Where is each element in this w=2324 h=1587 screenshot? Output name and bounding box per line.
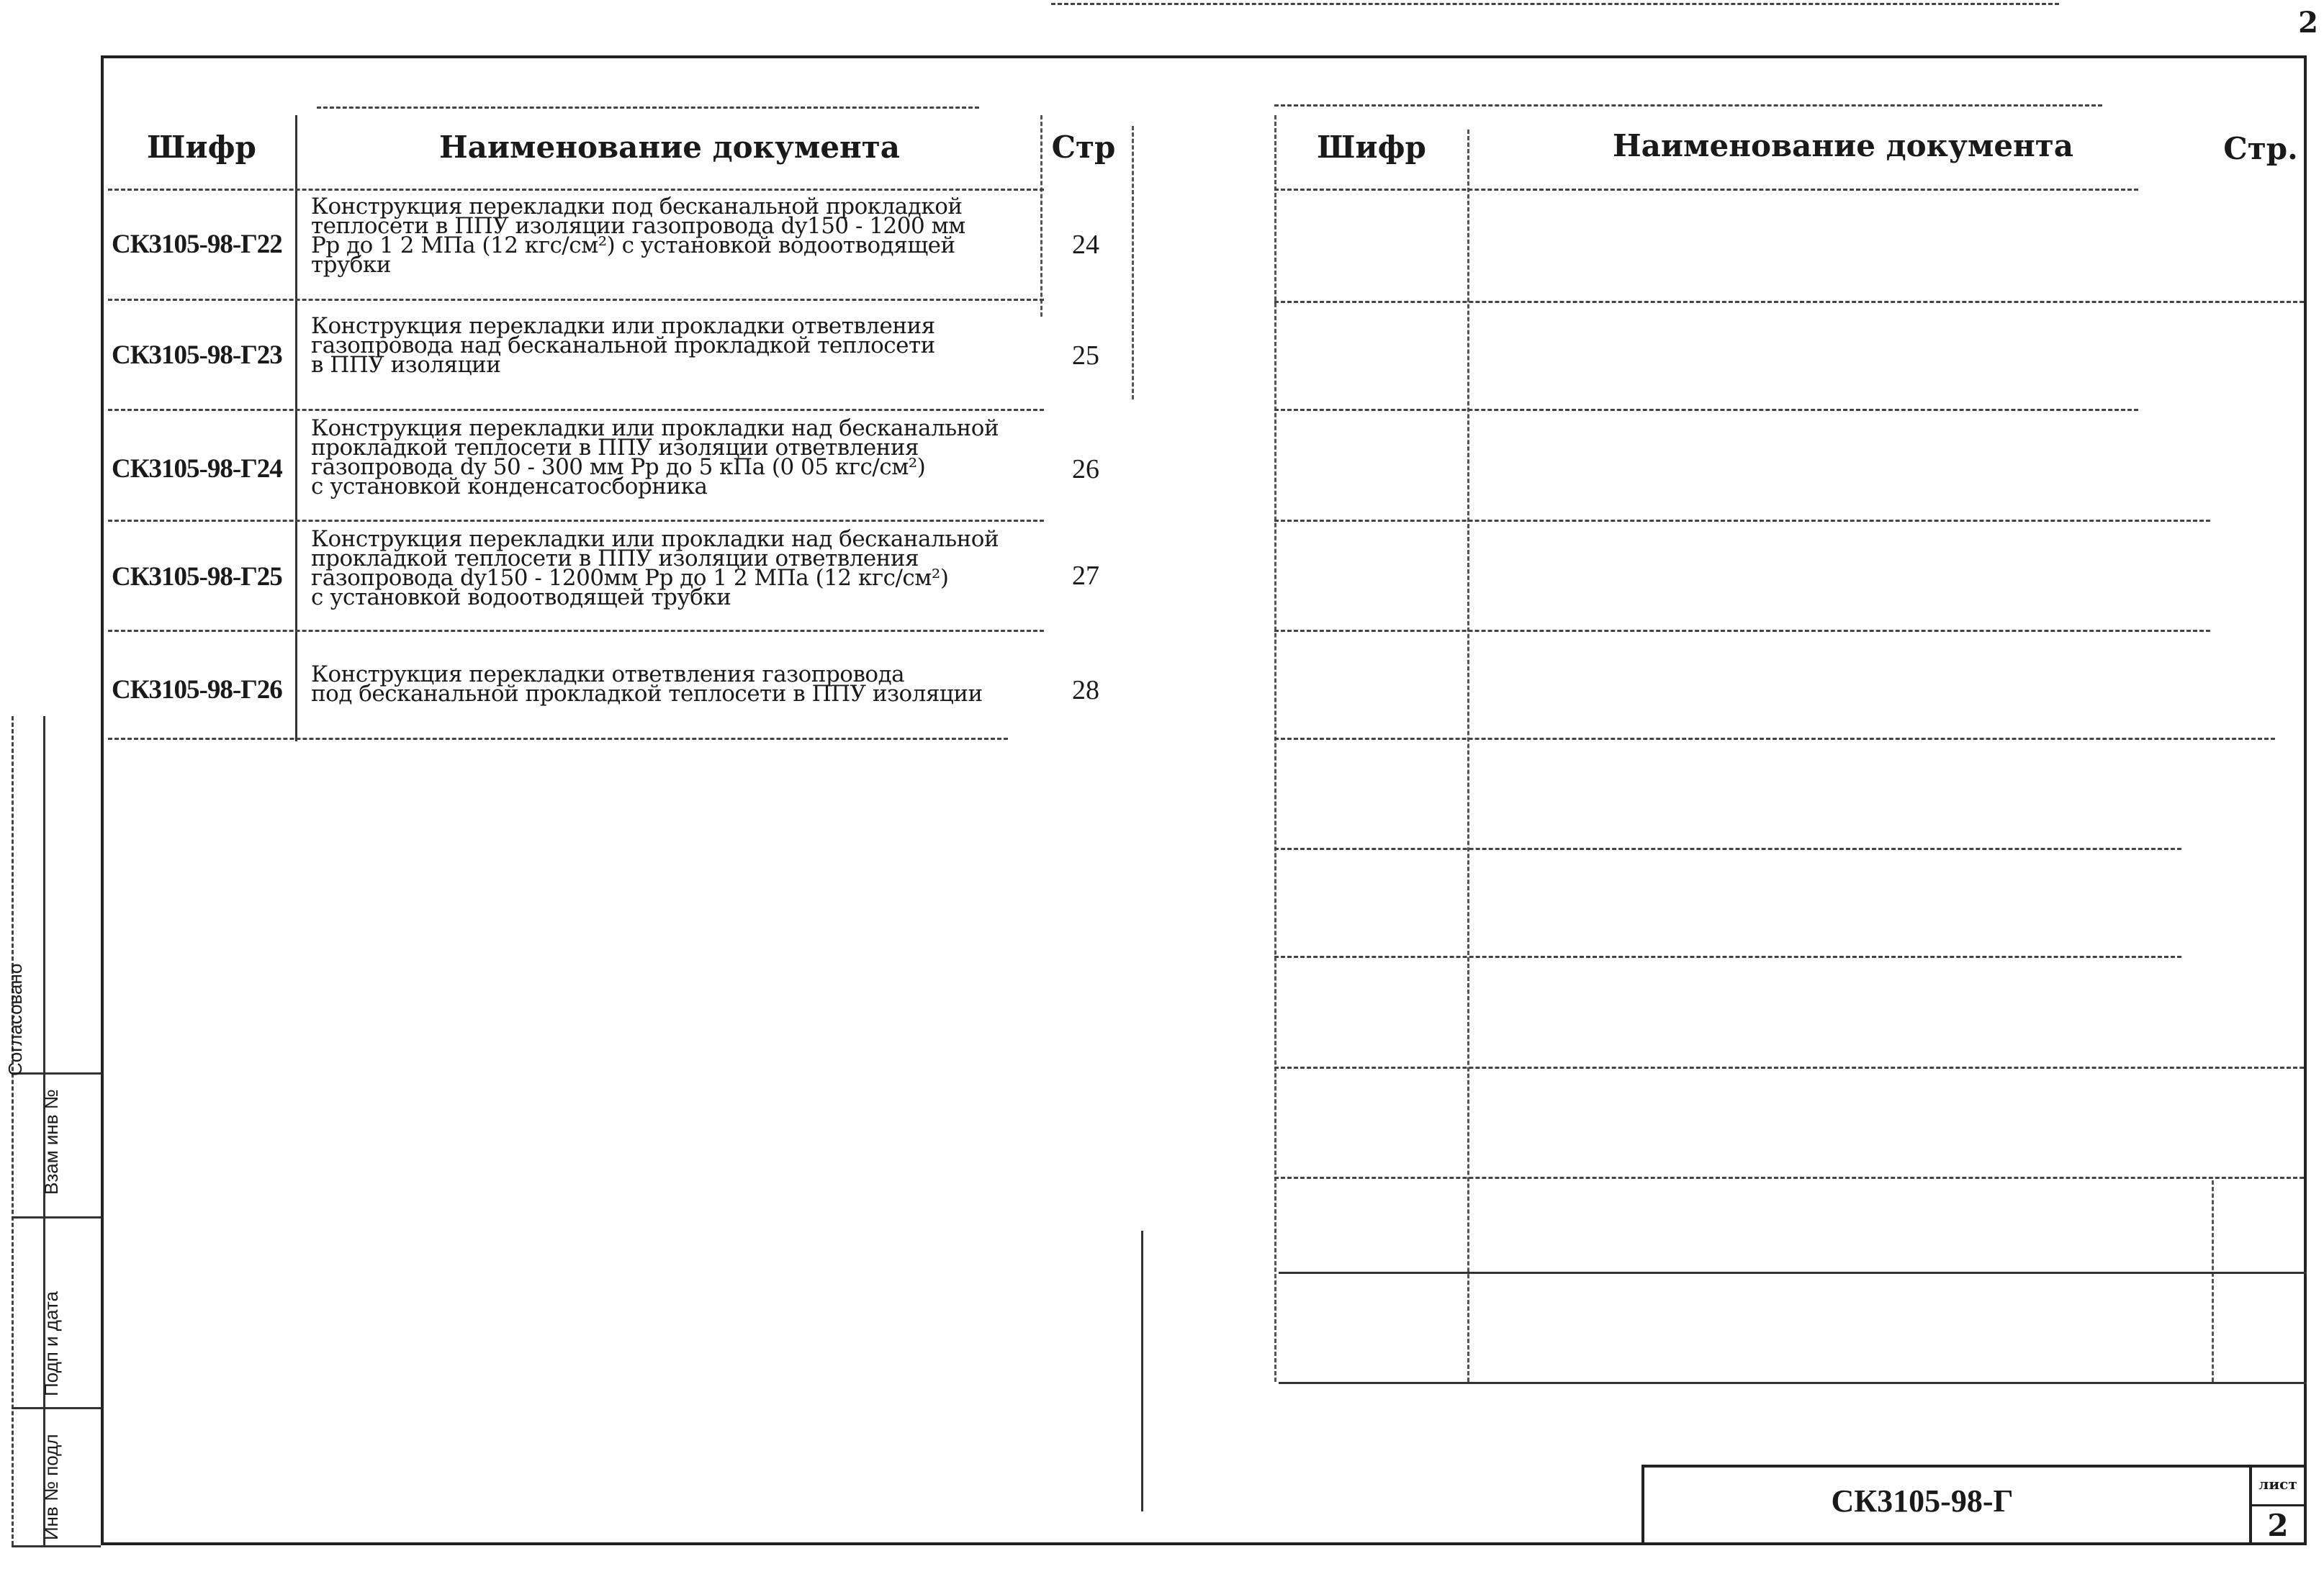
row-line <box>1274 956 2181 958</box>
row-line <box>108 630 1044 632</box>
left-outer-divider <box>1132 126 1134 399</box>
row-code: СК3105-98-Г23 <box>112 340 282 370</box>
margin-stamp-line <box>12 1216 101 1218</box>
right-column-divider <box>1467 130 1469 1382</box>
margin-label-agreed: Согласовано <box>4 963 26 1076</box>
row-line <box>108 299 1044 301</box>
left-page-divider <box>1040 115 1042 317</box>
row-line <box>1274 1067 2304 1069</box>
row-page: 25 <box>1072 340 1099 371</box>
row-line <box>1274 630 2210 632</box>
row-line <box>108 520 1044 522</box>
row-line <box>1274 848 2181 850</box>
header-top-line <box>1274 104 2102 107</box>
row-code: СК3105-98-Г26 <box>112 675 282 705</box>
margin-label-sign-date: Подп и дата <box>40 1291 62 1396</box>
row-code: СК3105-98-Г25 <box>112 562 282 592</box>
right-header-page: Стр. <box>2223 131 2298 166</box>
sheet-label: лист <box>2258 1475 2297 1493</box>
row-line <box>1274 301 2304 303</box>
left-header-code: Шифр <box>147 130 256 165</box>
row-line <box>1274 1177 2304 1179</box>
row-line <box>1274 520 2210 522</box>
row-line <box>1274 409 2138 411</box>
row-page: 27 <box>1072 561 1099 591</box>
row-line <box>108 189 1044 191</box>
row-page: 24 <box>1072 230 1099 260</box>
right-header-name: Наименование документа <box>1612 128 2074 163</box>
right-page-divider <box>2212 1180 2214 1382</box>
corner-page-number: 2 <box>2298 6 2318 40</box>
drawing-frame <box>101 55 2307 1545</box>
row-page: 28 <box>1072 675 1099 705</box>
row-line <box>108 738 1008 740</box>
row-line <box>1274 189 2138 191</box>
margin-stamp-edge <box>12 716 14 1545</box>
row-line <box>1279 1272 2307 1274</box>
mid-bracket-line <box>1141 1231 1143 1511</box>
left-header-name: Наименование документа <box>438 130 901 165</box>
row-line <box>1274 738 2275 740</box>
right-table-left-edge <box>1274 115 1276 1382</box>
left-header-page: Стр <box>1051 130 1116 165</box>
row-title: Конструкция перекладки ответвления газопровода под бесканальной прокладкой теплосети в ППУ изоляции <box>311 661 983 707</box>
row-page: 26 <box>1072 454 1099 484</box>
row-title: Конструкция перекладки под бесканальной прокладкой теплосети в ППУ изоляции газопровода dy150 - 1200 мм Рр до 1 2 МПа (12 кгс/см²) с установкой водоотводящей трубки <box>311 194 965 278</box>
top-edge-line <box>1051 3 2059 5</box>
row-title: Конструкция перекладки или прокладки ответвления газопровода над бесканальной прокладкой теплосети в ППУ изоляции <box>311 313 935 378</box>
margin-stamp-line <box>12 1545 101 1547</box>
title-block-doc-code: СК3105-98-Г <box>1831 1483 2014 1519</box>
row-title: Конструкция перекладки или прокладки над бесканальной прокладкой теплосети в ППУ изоляции ответвления газопровода dy 50 - 300 мм Рр до 5 кПа (0 05 кгс/см²) с установкой конденсатосборника <box>311 415 999 499</box>
sheet-divider <box>2249 1504 2307 1506</box>
sheet-number: 2 <box>2267 1508 2289 1543</box>
margin-label-inv-replace: Взам инв № <box>40 1089 62 1195</box>
right-header-code: Шифр <box>1317 130 1426 165</box>
row-code: СК3105-98-Г24 <box>112 454 282 484</box>
margin-label-inv-orig: Инв № подл <box>40 1434 62 1540</box>
row-title: Конструкция перекладки или прокладки над бесканальной прокладкой теплосети в ППУ изоляции ответвления газопровода dy150 - 1200мм Рр до 1 2 МПа (12 кгс/см²) с установкой водоотводящей трубки <box>311 526 999 610</box>
right-table-bottom <box>1279 1382 2307 1384</box>
row-line <box>108 409 1044 411</box>
margin-stamp-line <box>12 1407 101 1409</box>
header-top-line <box>317 107 979 109</box>
row-code: СК3105-98-Г22 <box>112 230 282 259</box>
left-column-divider <box>295 115 297 741</box>
